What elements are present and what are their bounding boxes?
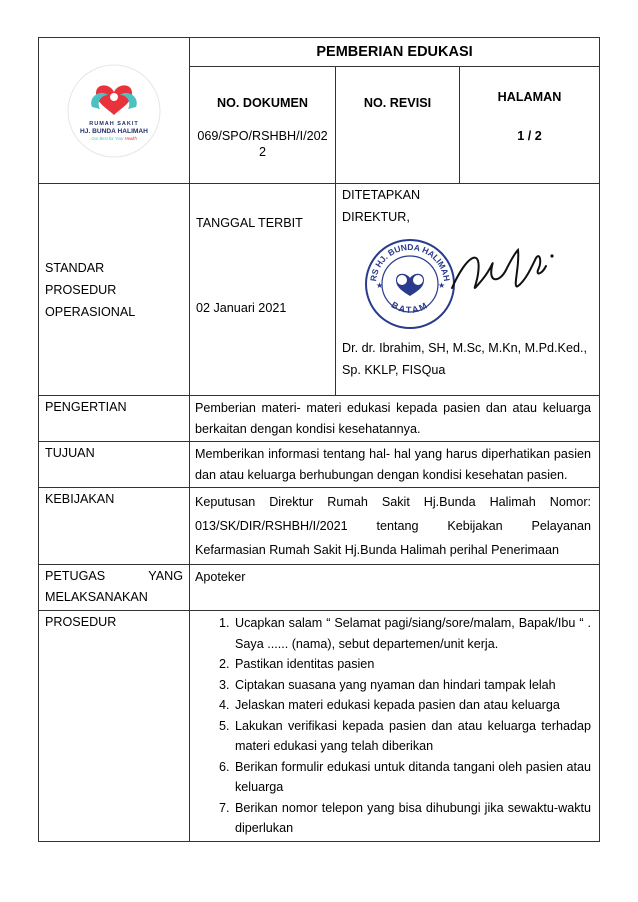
row-prosedur	[39, 611, 600, 842]
row-kebijakan	[39, 488, 600, 565]
prosedur-cell	[190, 611, 600, 842]
logo-tagline: Our Best for Your Health	[91, 135, 137, 141]
sop-label-1: STANDAR	[45, 260, 105, 275]
logo-line1: RUMAH SAKIT	[89, 120, 139, 127]
director-signature	[448, 236, 558, 306]
petugas-label-a: PETUGAS	[45, 569, 106, 583]
prosedur-label: PROSEDUR	[39, 611, 190, 842]
prosedur-item: 3. Ciptakan suasana yang nyaman dan hindari tampak lelah	[233, 675, 591, 696]
sop-table	[38, 37, 600, 842]
petugas-text: Apoteker	[190, 565, 600, 611]
revision-label: NO. REVISI	[363, 96, 432, 110]
sop-row	[39, 184, 600, 396]
signer-name-1: Dr. dr. Ibrahim, SH, M.Sc, M.Kn, M.Pd.Ked.,	[342, 341, 587, 355]
stamp-bottom-text: BATAM	[389, 299, 431, 315]
prosedur-item: 1. Ucapkan salam “ Selamat pagi/siang/sore/malam, Bapak/Ibu “ . Saya ...... (nama), sebut departemen/unit kerja.	[233, 613, 591, 654]
prosedur-item: 6. Berikan formulir edukasi untuk ditanda tangani oleh pasien atau keluarga	[233, 757, 591, 798]
prosedur-item: 7. Berikan nomor telepon yang bisa dihubungi jika sewaktu-waktu diperlukan	[233, 798, 591, 839]
issue-date-cell	[190, 184, 336, 396]
page-cell	[460, 67, 600, 184]
svg-text:BATAM	[390, 300, 431, 315]
page-value: 1 / 2	[517, 128, 542, 143]
ditetapkan-label: DITETAPKAN	[342, 188, 421, 202]
prosedur-item: 2. Pastikan identitas pasien	[233, 654, 591, 675]
tujuan-label: TUJUAN	[39, 442, 190, 488]
hospital-logo	[66, 63, 162, 159]
sop-label-cell	[39, 184, 190, 396]
kebijakan-line-3: Kefarmasian Rumah Sakit Hj.Bunda Halimah perihal Penerimaan	[195, 543, 560, 557]
svg-text:★: ★	[376, 281, 384, 290]
prosedur-item: 4. Jelaskan materi edukasi kepada pasien dan atau keluarga	[233, 695, 591, 716]
issue-date-value: 02 Januari 2021	[196, 300, 287, 315]
kebijakan-cell	[190, 488, 600, 565]
direktur-label: DIREKTUR,	[342, 210, 410, 224]
official-stamp	[362, 236, 458, 332]
document-title: PEMBERIAN EDUKASI	[190, 38, 600, 67]
petugas-label-cell	[39, 565, 190, 611]
kebijakan-line-1: Keputusan Direktur Rumah Sakit Hj.Bunda Halimah Nomor:	[195, 495, 592, 509]
petugas-label-c: MELAKSANAKAN	[45, 590, 148, 604]
doc-number-value: 069/SPO/RSHBH/I/2022	[197, 128, 328, 159]
pengertian-text: Pemberian materi- materi edukasi kepada pasien dan atau keluarga berkaitan dengan kondisi kesehatannya.	[190, 396, 600, 442]
logo-line2: HJ. BUNDA HALIMAH	[80, 127, 148, 135]
row-tujuan	[39, 442, 600, 488]
header-row	[39, 38, 600, 67]
pengertian-label: PENGERTIAN	[39, 396, 190, 442]
tujuan-text: Memberikan informasi tentang hal- hal yang harus diperhatikan pasien dan atau keluarga berhubungan dengan kondisi kesehatan pasien.	[190, 442, 600, 488]
row-pengertian	[39, 396, 600, 442]
svg-text:★: ★	[438, 281, 446, 290]
sop-document	[38, 37, 600, 842]
svg-text:RS HJ. BUNDA HALIMAH	[368, 242, 452, 282]
petugas-label-b: YANG	[148, 569, 183, 583]
doc-number-label: NO. DOKUMEN	[217, 96, 308, 110]
revision-cell	[336, 67, 460, 184]
logo-cell	[39, 38, 190, 184]
doc-number-cell	[190, 67, 336, 184]
approval-cell	[336, 184, 600, 396]
kebijakan-label: KEBIJAKAN	[39, 488, 190, 565]
page-label: HALAMAN	[497, 90, 562, 104]
row-petugas	[39, 565, 600, 611]
signer-name-2: Sp. KKLP, FISQua	[342, 363, 446, 377]
prosedur-item: 5. Lakukan verifikasi kepada pasien dan atau keluarga terhadap materi edukasi yang telah diberikan	[233, 716, 591, 757]
kebijakan-line-2: 013/SK/DIR/RSHBH/I/2021 tentang Kebijakan Pelayanan	[195, 519, 592, 533]
prosedur-list	[190, 613, 599, 839]
sop-label-3: OPERASIONAL	[45, 304, 136, 319]
issue-date-label: TANGGAL TERBIT	[196, 216, 303, 230]
stamp-top-text: RS HJ. BUNDA HALIMAH	[368, 241, 452, 282]
sop-label-2: PROSEDUR	[45, 282, 117, 297]
